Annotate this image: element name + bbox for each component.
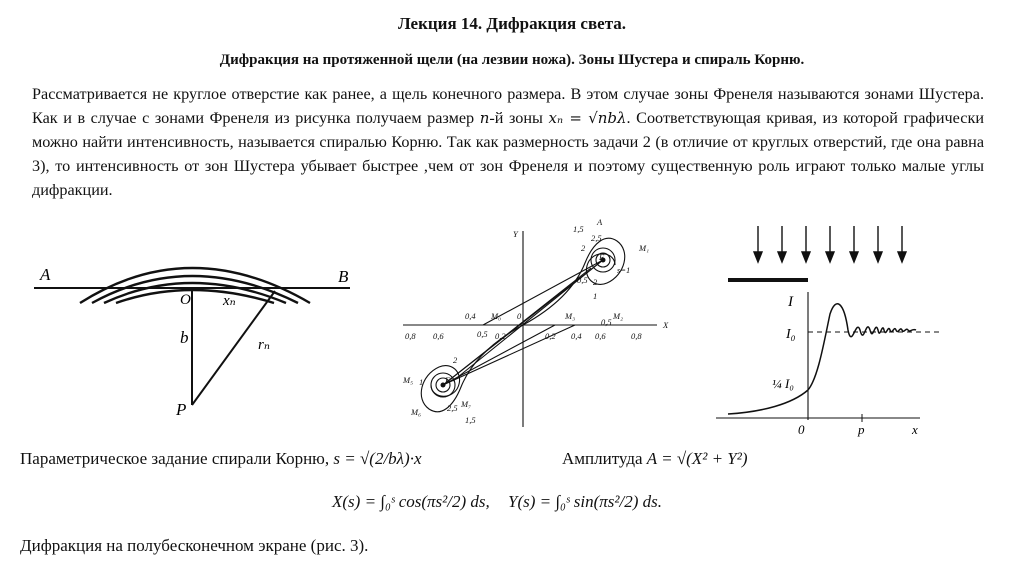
paragraph-part-3: . Соответствующая кривая, из которой графически можно найти интенсивность, называется спиралью Корню. Так как размерность задачи 2 (в отличие от круглых отверстий, где она равна 3), то интенсивность от зон Шустера убывает быстрее ,чем от зон Френеля и поэтому существенную роль играют только малые углы дифракции. [32,109,984,199]
fresnel-integral-X: X(s) = ∫₀ˢ cos(πs²/2) ds, [332,492,490,511]
label-xn: xₙ [223,293,236,309]
spiral-label: 1 [419,377,424,387]
tick-label: 0,6 [595,331,606,341]
tick-label: 0,4 [465,311,476,321]
param-formula: s = √(2/bλ)·x [333,449,422,468]
amplitude-label [562,449,748,469]
axis-label-y: Y [513,229,518,239]
cornu-spiral-figure [395,213,680,438]
point-label-M7: M₇ [461,399,472,409]
tick-label: 0,2 [545,331,556,341]
spiral-label: M₁ [639,243,650,253]
intensity-curve [728,304,916,414]
spiral-label: 2,5 [447,403,458,413]
slide-subtitle: Дифракция на протяженной щели (на лезвии ножа). Зоны Шустера и спираль Корню. [219,52,805,68]
label-A: A [40,265,51,284]
spiral-label: F [599,252,605,262]
spiral-label: 2 [581,243,586,253]
tick-label: 0,8 [405,331,416,341]
tick-label: 0,4 [571,331,582,341]
spiral-label: 2 [593,277,598,287]
focus-label-F-prime: F' [445,375,453,385]
ray-2 [443,268,591,385]
figure-caption: Дифракция на полубесконечном экране (рис. 3). [20,536,369,555]
schuster-zones-figure [20,225,365,430]
param-text: Параметрическое задание спирали Корню, [20,449,334,468]
label-I0: I₀ [786,327,796,342]
label-0: 0 [798,422,805,437]
spiral-label: 1 [593,291,598,301]
tick-label: 0 [517,311,522,321]
tick-label: 0,2 [495,331,506,341]
label-quarter-I0: ¼ I₀ [772,376,794,391]
label-I: I [788,294,793,310]
knife-edge-intensity-figure [712,222,952,440]
tick-label: 0,6 [433,331,444,341]
spiral-label: s=1 [617,265,631,275]
spiral-label: 2 [453,355,458,365]
label-x: x [912,422,918,437]
point-label-M2: M₂ [613,311,624,321]
spiral-label: A [597,217,603,227]
amp-text: Амплитуда [562,449,647,468]
label-O: O [180,292,191,308]
point-label-M3: M₃ [565,311,576,321]
label-P: P [176,400,187,419]
zone-size-formula: xₙ = √nbλ [548,109,627,127]
spiral-label: 0,5 [477,329,488,339]
label-B: B [338,267,349,286]
param-label [20,449,422,469]
label-rn: rₙ [258,337,270,353]
point-label-M5: M₅ [403,375,414,385]
tick-label: 0,8 [631,331,642,341]
lecture-title: Лекция 14. Дифракция света. [397,14,627,33]
spiral-label: 1,5 [573,224,584,234]
point-label-M0: M₀ [491,311,502,321]
spiral-label: 0,5 [577,275,588,285]
paragraph-part-1: Рассматривается не круглое отверстие как ранее, а щель конечного размера. В этом случае зоны Френеля называются зонами Шустера. Как и в случае с зонами Френеля из рисунка получаем размер [32,85,984,127]
label-b: b [180,328,189,347]
fresnel-integral-Y: Y(s) = ∫₀ˢ sin(πs²/2) ds. [508,492,662,511]
label-p: p [858,422,865,437]
spiral-label: 1,5 [465,415,476,425]
incident-arrows [754,226,906,262]
axis-label-x: X [663,320,669,330]
spiral-label: 2,5 [591,233,602,243]
point-label-M6: M₆ [411,407,422,417]
spiral-label: 0,5 [601,317,612,327]
variable-n: n [479,109,490,127]
amp-formula: A = √(X² + Y²) [646,449,748,468]
body-paragraph [32,82,984,202]
paragraph-part-2: -й зоны [489,109,549,127]
